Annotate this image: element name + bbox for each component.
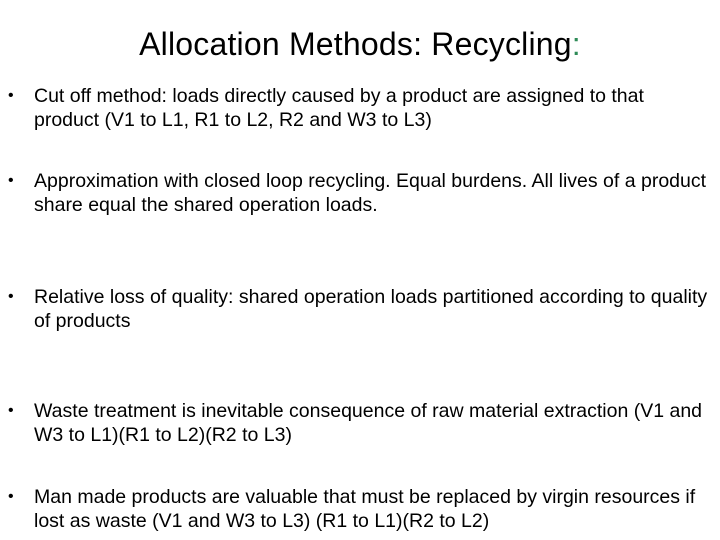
bullet-marker: •	[8, 402, 14, 419]
bullet-item	[8, 285, 714, 333]
bullet-marker: •	[8, 172, 14, 189]
bullet-text-man-made-products: Man made products are valuable that must be replaced by virgin resources if lost as waste (V1 and W3 to L3) (R1 to L1)(R2 to L2)	[34, 486, 696, 532]
bullet-item	[8, 169, 714, 217]
bullet-text-cut-off-method: Cut off method: loads directly caused by a product are assigned to that product (V1 to L1, R1 to L2, R2 and W3 to L3)	[34, 85, 644, 131]
slide-title-colon: :	[571, 26, 581, 62]
bullet-marker: •	[8, 87, 14, 104]
bullet-item	[8, 399, 714, 447]
bullet-text-loss-of-quality: Relative loss of quality: shared operation loads partitioned according to quality of products	[34, 286, 708, 332]
bullet-text-waste-treatment: Waste treatment is inevitable consequence of raw material extraction (V1 and W3 to L1)(R1 to L2)(R2 to L3)	[34, 400, 703, 446]
slide-title	[0, 24, 720, 64]
bullet-marker: •	[8, 488, 14, 505]
bullet-text-closed-loop: Approximation with closed loop recycling. Equal burdens. All lives of a product share equal the shared operation loads.	[34, 170, 707, 216]
bullet-marker: •	[8, 288, 14, 305]
slide-title-text: Allocation Methods: Recycling	[139, 26, 572, 62]
bullet-item	[8, 84, 714, 132]
bullet-item	[8, 485, 714, 533]
